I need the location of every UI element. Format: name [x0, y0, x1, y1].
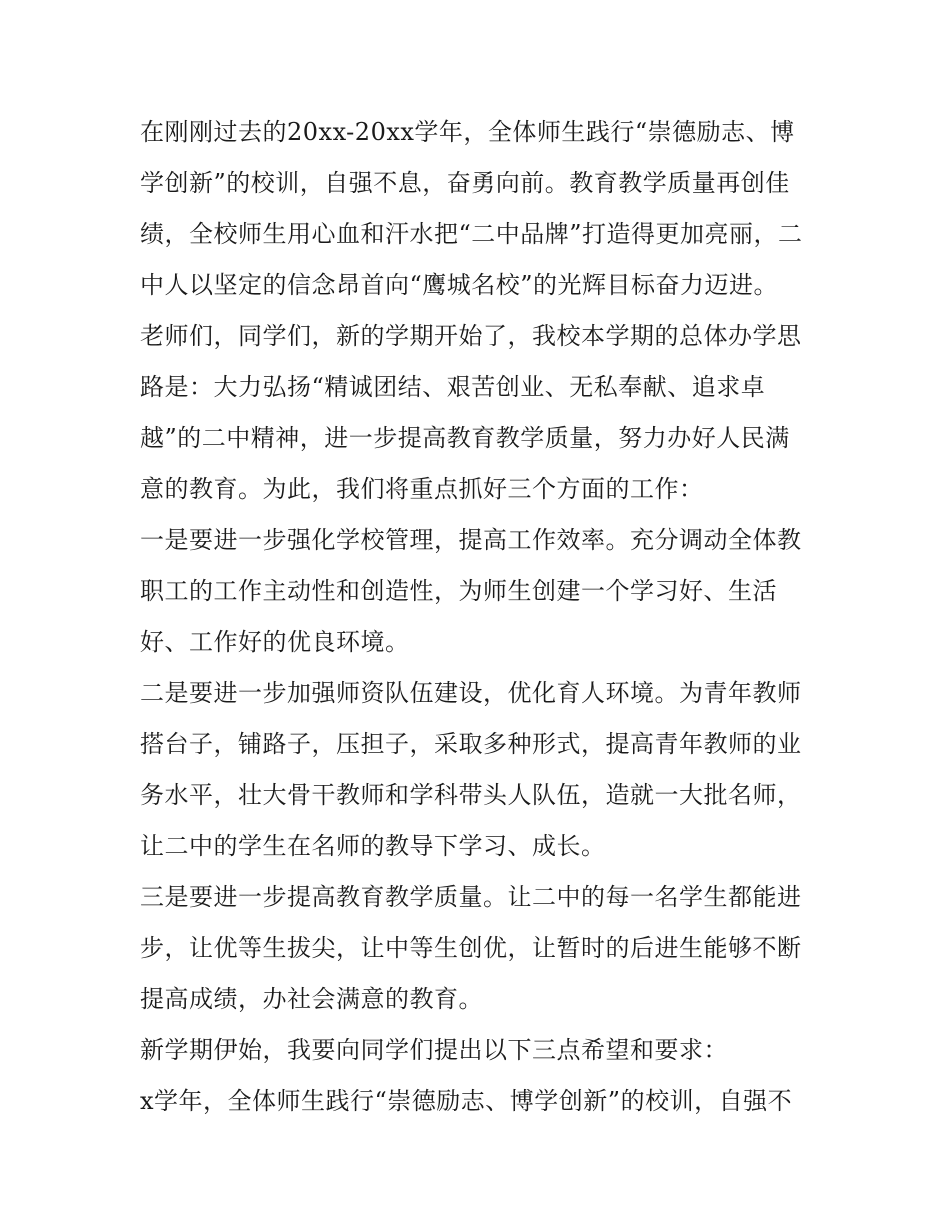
text-line: 好、工作好的优良环境。 — [140, 628, 410, 656]
text-line: 职工的工作主动性和创造性，为师生创建一个学习好、生活 — [140, 577, 777, 605]
text-line: 意的教育。为此，我们将重点抓好三个方面的工作： — [140, 475, 704, 503]
text-line: 让二中的学生在名师的教导下学习、成长。 — [140, 832, 606, 860]
text-line: 在刚刚过去的20xx-20xx学年，全体师生践行“崇德励志、博 — [140, 118, 795, 146]
text-line: 务水平，壮大骨干教师和学科带头人队伍，造就一大批名师， — [140, 781, 802, 809]
text-line: 三是要进一步提高教育教学质量。让二中的每一名学生都能进 — [140, 883, 802, 911]
text-line: 路是：大力弘扬“精诚团结、艰苦创业、无私奉献、追求卓 — [140, 373, 766, 401]
text-line: 新学期伊始，我要向同学们提出以下三点希望和要求： — [140, 1036, 728, 1064]
text-line: 学创新”的校训，自强不息，奋勇向前。教育教学质量再创佳 — [140, 169, 790, 197]
text-line: 老师们，同学们，新的学期开始了，我校本学期的总体办学思 — [140, 322, 802, 350]
text-line: 步，让优等生拔尖，让中等生创优，让暂时的后进生能够不断 — [140, 934, 802, 962]
text-line: 提高成绩，办社会满意的教育。 — [140, 985, 483, 1013]
text-line: 绩，全校师生用心血和汗水把“二中品牌”打造得更加亮丽，二 — [140, 220, 803, 248]
text-line: 搭台子，铺路子，压担子，采取多种形式，提高青年教师的业 — [140, 730, 802, 758]
text-line: 越”的二中精神，进一步提高教育教学质量，努力办好人民满 — [140, 424, 790, 452]
text-line: 一是要进一步强化学校管理，提高工作效率。充分调动全体教 — [140, 526, 802, 554]
text-line: x学年，全体师生践行“崇德励志、博学创新”的校训，自强不 — [140, 1087, 793, 1115]
document-body — [140, 107, 820, 1127]
text-line: 中人以坚定的信念昂首向“鹰城名校”的光辉目标奋力迈进。 — [140, 271, 779, 299]
text-line: 二是要进一步加强师资队伍建设，优化育人环境。为青年教师 — [140, 679, 802, 707]
